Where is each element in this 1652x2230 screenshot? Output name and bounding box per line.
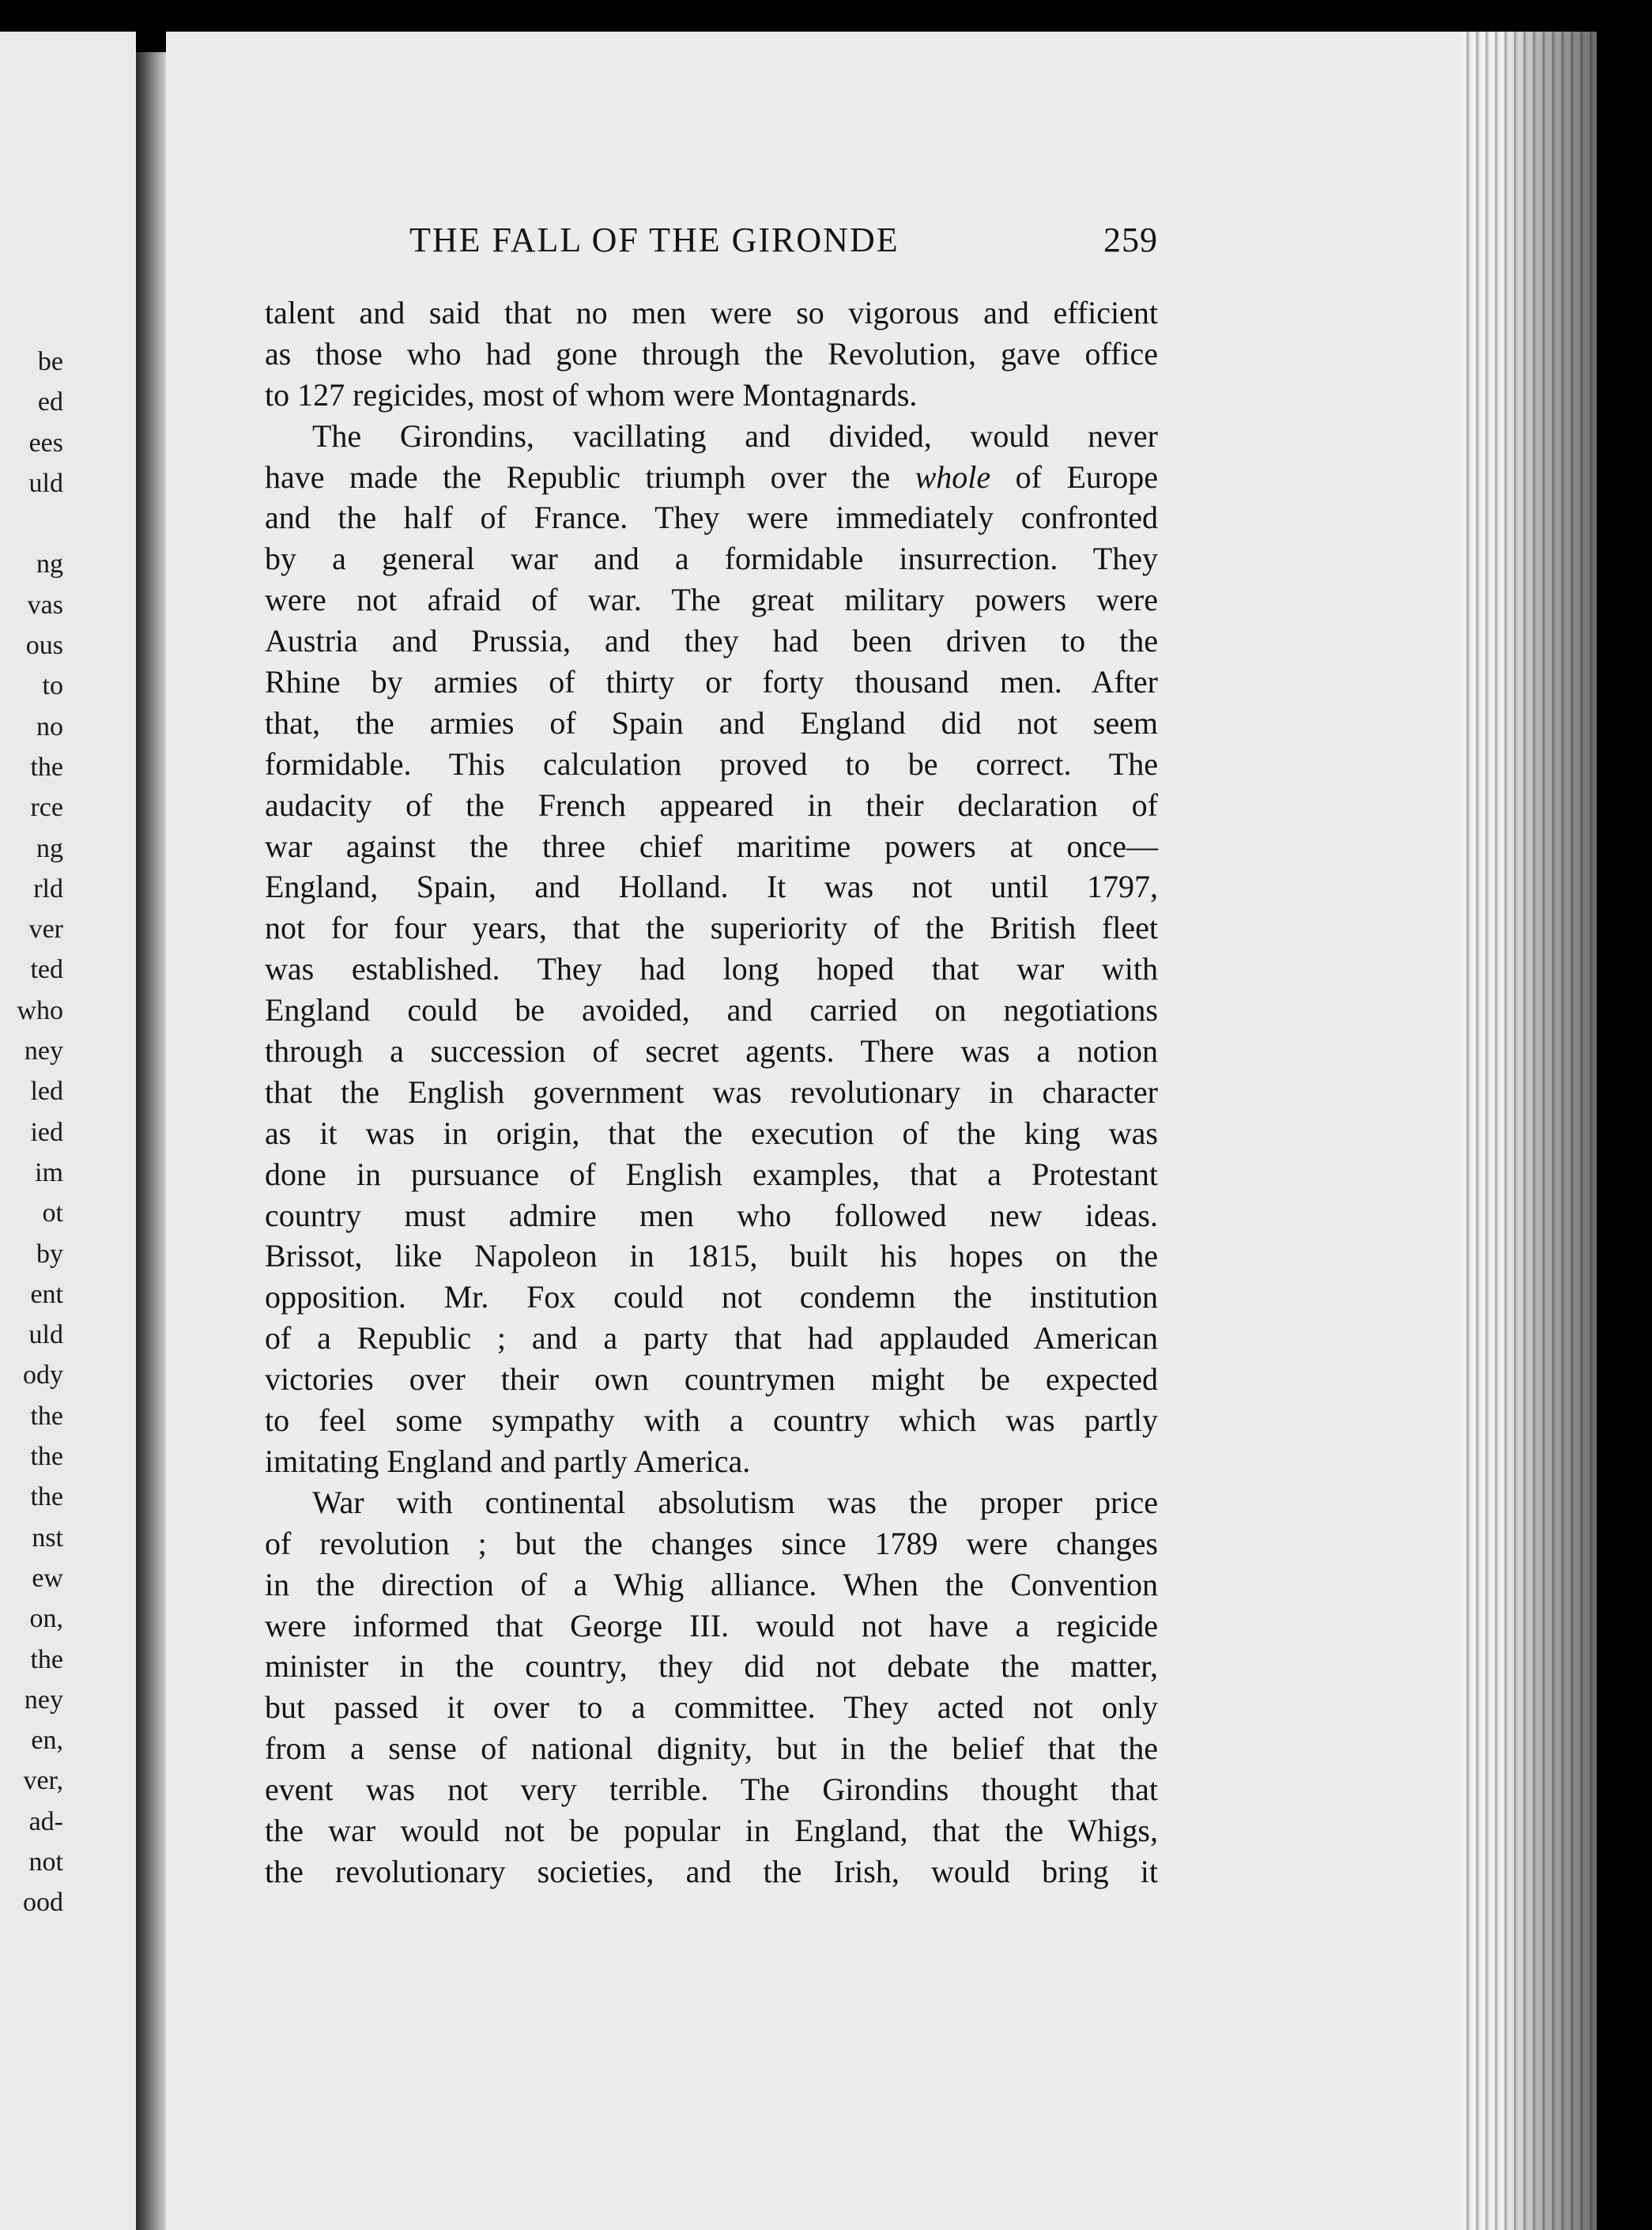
fragment-line: ed <box>37 387 63 417</box>
fragment-line: ot <box>42 1198 63 1228</box>
fragment-line: ney <box>24 1685 63 1715</box>
text-line: were not afraid of war. The great military powers were <box>265 582 1158 618</box>
text-line: from a sense of national dignity, but in the belief that the <box>265 1730 1158 1767</box>
text-line: Brissot, like Napoleon in 1815, built his hopes on the <box>265 1238 1158 1274</box>
fragment-line: ver, <box>23 1766 63 1796</box>
text-line: talent and said that no men were so vigorous and efficient <box>265 295 1158 330</box>
text-fragment: have made the Republic triumph over the <box>265 458 915 495</box>
fragment-line: the <box>30 1401 63 1431</box>
fragment-line: ad- <box>28 1806 63 1836</box>
fragment-line: ent <box>30 1279 63 1309</box>
text-line: of revolution ; but the changes since 1789 were changes <box>265 1525 1158 1561</box>
text-line: formidable. This calculation proved to be correct. The <box>265 745 1158 782</box>
text-line: that, the armies of Spain and England did not seem <box>265 704 1158 741</box>
running-header <box>409 220 1158 267</box>
text-line: was established. They had long hoped that war with <box>265 951 1158 987</box>
fragment-line: ood <box>23 1888 63 1918</box>
fragment-line: be <box>37 347 63 376</box>
text-line: England, Spain, and Holland. It was not until 1797, <box>265 869 1158 905</box>
fragment-line: rld <box>33 874 63 904</box>
fragment-line: the <box>30 1482 63 1512</box>
text-line: event was not very terrible. The Girondins thought that <box>265 1772 1158 1808</box>
fragment-line: by <box>36 1239 63 1269</box>
fragment-line: not <box>28 1847 63 1877</box>
fragment-line: ted <box>30 955 63 985</box>
text-line: not for four years, that the superiority of the British fleet <box>265 910 1158 946</box>
text-line: the revolutionary societies, and the Irish, would bring it <box>265 1853 1158 1889</box>
fragment-line: ng <box>36 833 63 863</box>
text-line: that the English government was revolutionary in character <box>265 1073 1158 1110</box>
text-line: of a Republic ; and a party that had applauded American <box>265 1320 1158 1356</box>
text-fragment: of Europe <box>990 458 1159 495</box>
fragment-line <box>0 504 63 544</box>
fragment-line: ew <box>32 1563 63 1593</box>
text-line: as it was in origin, that the execution of the king was <box>265 1115 1158 1151</box>
book-gutter <box>136 52 166 2230</box>
text-line: audacity of the French appeared in their declaration of <box>265 787 1158 823</box>
running-header-title: THE FALL OF THE GIRONDE <box>409 221 900 259</box>
text-line: were informed that George III. would not have a regicide <box>265 1607 1158 1643</box>
text-line: England could be avoided, and carried on negotiations <box>265 992 1158 1028</box>
fragment-line: on, <box>29 1604 63 1634</box>
text-line: War with continental absolutism was the proper price <box>312 1484 1158 1520</box>
fragment-line: led <box>30 1077 63 1107</box>
text-line <box>265 457 1158 498</box>
text-line: Rhine by armies of thirty or forty thousand men. After <box>265 664 1158 700</box>
text-line: through a succession of secret agents. There was a notion <box>265 1033 1158 1070</box>
emphasis-word: whole <box>915 458 991 495</box>
fragment-line: the <box>30 752 63 782</box>
text-line: and the half of France. They were immediately confronted <box>265 500 1158 536</box>
fragment-line: ied <box>30 1117 63 1147</box>
text-line: victories over their own countrymen might be expected <box>265 1361 1158 1398</box>
fragment-line: ody <box>23 1360 63 1390</box>
text-line: imitating England and partly America. <box>265 1443 751 1479</box>
fragment-line: uld <box>28 1320 63 1350</box>
text-line: but passed it over to a committee. They acted not only <box>265 1689 1158 1726</box>
fragment-line: who <box>17 995 63 1025</box>
text-line: country must admire men who followed new ideas. <box>265 1197 1158 1233</box>
text-line: as those who had gone through the Revolution, gave office <box>265 335 1158 372</box>
text-line: Austria and Prussia, and they had been driven to the <box>265 623 1158 659</box>
text-line: minister in the country, they did not debate the matter, <box>265 1648 1158 1685</box>
text-line: the war would not be popular in England, that the Whigs, <box>265 1812 1158 1848</box>
fragment-line: no <box>36 711 63 741</box>
fragment-line: the <box>30 1442 63 1472</box>
fragment-line: en, <box>31 1726 63 1756</box>
text-line: to 127 regicides, most of whom were Montagnards. <box>265 376 918 413</box>
page-number: 259 <box>1103 221 1158 259</box>
text-line: in the direction of a Whig alliance. When the Convention <box>265 1566 1158 1602</box>
fragment-line: the <box>30 1644 63 1674</box>
fragment-line: ng <box>36 549 63 579</box>
fragment-line: vas <box>27 590 63 620</box>
previous-page <box>0 32 136 2230</box>
text-line: opposition. Mr. Fox could not condemn the institution <box>265 1279 1158 1315</box>
text-line: war against the three chief maritime powers at once— <box>265 828 1158 864</box>
fragment-line: rce <box>30 793 63 823</box>
text-line: by a general war and a formidable insurrection. They <box>265 541 1158 577</box>
fragment-line: nst <box>32 1523 63 1553</box>
text-line: to feel some sympathy with a country which was partly <box>265 1402 1158 1439</box>
fragment-line: ees <box>28 428 63 458</box>
fragment-line: ver <box>28 915 63 945</box>
fragment-line: to <box>42 671 63 701</box>
fragment-line: im <box>35 1157 63 1187</box>
body-text <box>265 292 1158 1892</box>
fragment-line: uld <box>28 468 63 498</box>
previous-page-text-fragments <box>0 341 63 1923</box>
page-edges-shadow <box>1502 32 1597 2230</box>
fragment-line: ous <box>25 631 63 661</box>
fragment-line: ney <box>24 1036 63 1066</box>
text-line: The Girondins, vacillating and divided, would never <box>312 417 1158 454</box>
text-line: done in pursuance of English examples, that a Protestant <box>265 1156 1158 1192</box>
